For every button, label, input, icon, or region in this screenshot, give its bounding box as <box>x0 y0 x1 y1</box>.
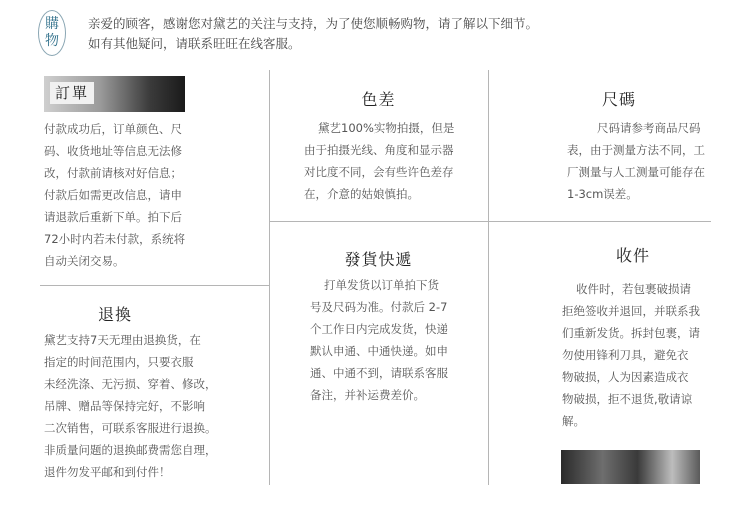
intro-line-1: 亲爱的顾客，感谢您对黛艺的关注与支持，为了使您顺畅购物，请了解以下细节。 <box>88 16 539 31</box>
color-diff-line: 对比度不同，会有些许色差存 <box>304 165 454 179</box>
receipt-line: 物破损，人为因素造成衣 <box>562 370 689 384</box>
intro-line-2: 如有其他疑问，请联系旺旺在线客服。 <box>88 36 301 51</box>
divider-vertical-right <box>488 70 489 485</box>
shipping-line: 打单发货以订单拍下货 <box>324 278 439 292</box>
shipping-title: 發貨快遞 <box>344 250 413 269</box>
intro-text <box>88 14 728 54</box>
shipping-line: 通、中通不到，请联系客服 <box>310 366 448 380</box>
order-banner-label: 訂單 <box>50 82 94 104</box>
order-banner-image <box>44 76 185 112</box>
size-line: 1-3cm误差。 <box>567 187 638 201</box>
returns-line: 指定的时间范围内，只要衣服 <box>44 355 194 369</box>
receipt-text <box>562 278 700 432</box>
color-diff-line: 在，介意的姑娘慎拍。 <box>304 187 419 201</box>
divider-horizontal-left <box>40 285 269 286</box>
color-diff-text <box>304 117 454 205</box>
order-text <box>44 118 185 272</box>
returns-line: 非质量问题的退换邮费需您自理， <box>44 443 217 457</box>
returns-line: 未经洗涤、无污损、穿着、修改， <box>44 377 217 391</box>
size-line: 尺码请参考商品尺码 <box>597 121 701 135</box>
color-diff-line: 黛艺100%实物拍摄，但是 <box>318 121 455 135</box>
order-line: 72小时内若未付款，系统将 <box>44 232 186 246</box>
order-line: 码、收货地址等信息无法修 <box>44 144 182 158</box>
size-line: 表，由于测量方法不同，工 <box>567 143 705 157</box>
receipt-title: 收件 <box>615 246 650 265</box>
size-text <box>567 117 705 205</box>
color-diff-title: 色差 <box>361 90 396 109</box>
seal-char-2: 物 <box>45 33 59 49</box>
order-line: 付款成功后，订单颜色、尺 <box>44 122 182 136</box>
returns-title: 退換 <box>97 305 132 324</box>
order-line: 自动关闭交易。 <box>44 254 125 268</box>
order-line: 请退款后重新下单。拍下后 <box>44 210 182 224</box>
order-line: 改，付款前请核对好信息； <box>44 166 182 180</box>
receipt-line: 勿使用锋利刀具，避免衣 <box>562 348 689 362</box>
receipt-line: 物破损，拒不退货,敬请谅 <box>562 392 693 406</box>
receipt-line: 们重新发货。拆封包裹，请 <box>562 326 700 340</box>
seal-char-1: 購 <box>45 16 59 32</box>
shipping-line: 默认申通、中通快递。如申 <box>310 344 448 358</box>
receipt-line: 拒绝签收并退回，并联系我 <box>562 304 700 318</box>
returns-line: 二次销售，可联系客服进行退换。 <box>44 421 217 435</box>
order-line: 付款后如需更改信息，请申 <box>44 188 182 202</box>
shipping-line: 备注，并补运费差价。 <box>310 388 425 402</box>
color-diff-line: 由于拍摄光线、角度和显示器 <box>304 143 454 157</box>
returns-line: 退件勿发平邮和到付件！ <box>44 465 171 479</box>
size-line: 厂测量与人工测量可能存在 <box>567 165 705 179</box>
shipping-line: 个工作日内完成发货，快递 <box>310 322 448 336</box>
returns-text <box>44 329 217 483</box>
receipt-line: 解。 <box>562 414 585 428</box>
divider-vertical-left <box>269 70 270 485</box>
receipt-line: 收件时，若包裹破损请 <box>576 282 691 296</box>
shipping-text <box>310 274 448 406</box>
shipping-line: 号及尺码为准。付款后 2-7 <box>310 300 448 314</box>
receipt-banner-image <box>561 450 700 484</box>
size-title: 尺碼 <box>601 90 636 109</box>
returns-line: 黛艺支持7天无理由退换货，在 <box>44 333 201 347</box>
divider-horizontal-right <box>269 221 711 222</box>
returns-line: 吊牌、赠品等保持完好，不影响 <box>44 399 205 413</box>
shopping-seal-logo <box>38 10 66 56</box>
